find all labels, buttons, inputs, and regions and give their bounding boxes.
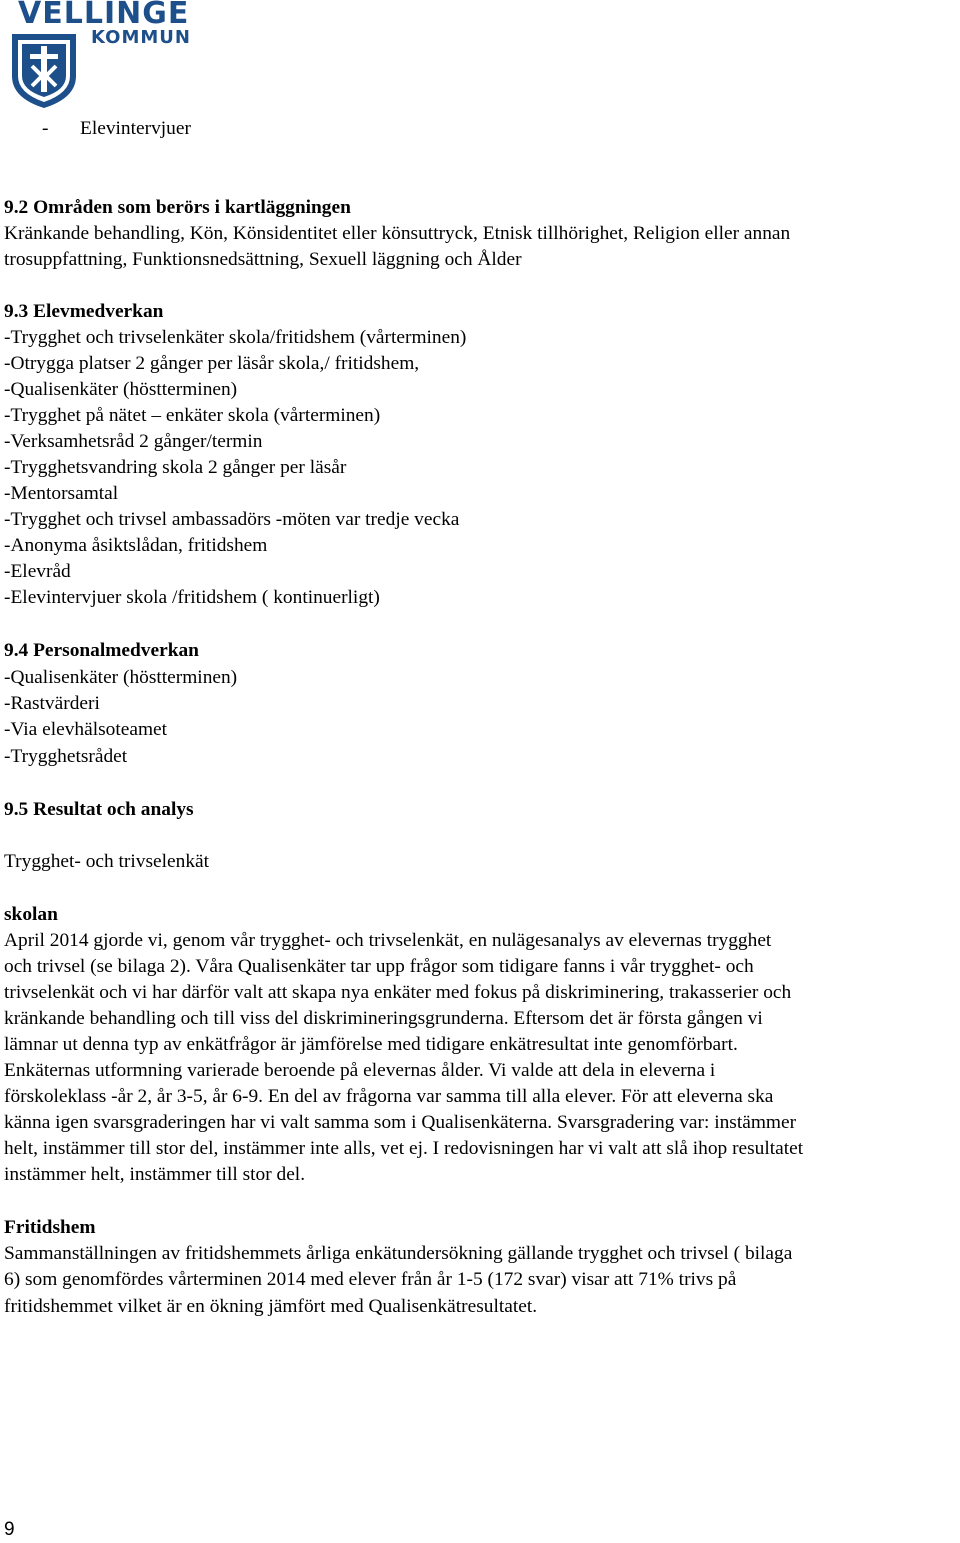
fritidshem-paragraph-line: fritidshemmet vilket är en ökning jämfört med Qualisenkätresultatet. bbox=[4, 1296, 538, 1317]
skolan-paragraph-line: instämmer helt, instämmer till stor del. bbox=[4, 1164, 306, 1185]
elevmedverkan-item: -Otrygga platser 2 gånger per läsår skola,/ fritidshem, bbox=[4, 353, 420, 374]
elevmedverkan-item: -Elevråd bbox=[4, 561, 71, 582]
skolan-heading: skolan bbox=[4, 904, 58, 925]
skolan-paragraph-line: och trivsel (se bilaga 2). Våra Qualisenkäter tar upp frågor som tidigare fanns i vår trygghet- och bbox=[4, 956, 754, 977]
fritidshem-paragraph-line: Sammanställningen av fritidshemmets årliga enkätundersökning gällande trygghet och trivsel ( bilaga bbox=[4, 1243, 793, 1264]
skolan-paragraph-line: lämnar ut denna typ av enkätfrågor är jämförelse med tidigare enkätresultat inte genomförbart. bbox=[4, 1034, 738, 1055]
section-9-4-heading: 9.4 Personalmedverkan bbox=[4, 640, 199, 661]
section-9-5-heading: 9.5 Resultat och analys bbox=[4, 799, 194, 820]
fritidshem-paragraph-line: 6) som genomfördes vårterminen 2014 med elever från år 1-5 (172 svar) visar att 71% trivs på bbox=[4, 1269, 737, 1290]
skolan-paragraph-line: April 2014 gjorde vi, genom vår trygghet- och trivselenkät, en nulägesanalys av elevernas trygghet bbox=[4, 930, 772, 951]
intro-bullet-text: Elevintervjuer bbox=[80, 118, 191, 139]
skolan-paragraph-line: förskoleklass -år 2, år 3-5, år 6-9. En del av frågorna var samma till alla elever. För att eleverna ska bbox=[4, 1086, 774, 1107]
elevmedverkan-item: -Mentorsamtal bbox=[4, 483, 119, 504]
elevmedverkan-item: -Trygghetsvandring skola 2 gånger per läsår bbox=[4, 457, 347, 478]
logo-wordmark-kommun: KOMMUN bbox=[91, 27, 191, 48]
skolan-paragraph-line: Enkäternas utformning varierade beroende på elevernas ålder. Vi valde att dela in eleverna i bbox=[4, 1060, 716, 1081]
elevmedverkan-item: -Trygghet på nätet – enkäter skola (vårterminen) bbox=[4, 405, 381, 426]
personalmedverkan-item: -Rastvärderi bbox=[4, 693, 100, 714]
elevmedverkan-item: -Qualisenkäter (höstterminen) bbox=[4, 379, 238, 400]
skolan-paragraph-line: helt, instämmer till stor del, instämmer inte alls, vet ej. I redovisningen har vi valt att slå ihop resultatet bbox=[4, 1138, 804, 1159]
section-9-2-line: Kränkande behandling, Kön, Könsidentitet eller könsuttryck, Etnisk tillhörighet, Religion eller annan bbox=[4, 223, 791, 244]
elevmedverkan-item: -Trygghet och trivselenkäter skola/fritidshem (vårterminen) bbox=[4, 327, 467, 348]
page-number: 9 bbox=[4, 1519, 15, 1540]
elevmedverkan-item: -Verksamhetsråd 2 gånger/termin bbox=[4, 431, 263, 452]
section-9-2-heading: 9.2 Områden som berörs i kartläggningen bbox=[4, 197, 351, 218]
intro-bullet-dash: - bbox=[42, 118, 49, 139]
section-9-5-subheading: Trygghet- och trivselenkät bbox=[4, 851, 210, 872]
coat-of-arms-icon bbox=[8, 32, 80, 110]
personalmedverkan-item: -Via elevhälsoteamet bbox=[4, 719, 168, 740]
skolan-paragraph-line: trivselenkät och vi har därför valt att skapa nya enkäter med fokus på diskriminering, trakasserier och bbox=[4, 982, 792, 1003]
section-9-2-line: trosuppfattning, Funktionsnedsättning, Sexuell läggning och Ålder bbox=[4, 249, 522, 270]
personalmedverkan-item: -Trygghetsrådet bbox=[4, 746, 128, 767]
elevmedverkan-item: -Anonyma åsiktslådan, fritidshem bbox=[4, 535, 268, 556]
section-9-3-heading: 9.3 Elevmedverkan bbox=[4, 301, 164, 322]
personalmedverkan-item: -Qualisenkäter (höstterminen) bbox=[4, 667, 238, 688]
elevmedverkan-item: -Trygghet och trivsel ambassadörs -möten var tredje vecka bbox=[4, 509, 460, 530]
logo-wordmark-vellinge: VELLINGE bbox=[18, 0, 190, 31]
elevmedverkan-item: -Elevintervjuer skola /fritidshem ( kontinuerligt) bbox=[4, 587, 380, 608]
skolan-paragraph-line: känna igen svarsgraderingen har vi valt samma som i Qualisenkäterna. Svarsgradering var: instämmer bbox=[4, 1112, 797, 1133]
vellinge-kommun-logo bbox=[8, 0, 194, 112]
skolan-paragraph-line: kränkande behandling och till viss del diskrimineringsgrunderna. Eftersom det är första gången vi bbox=[4, 1008, 763, 1029]
fritidshem-heading: Fritidshem bbox=[4, 1217, 96, 1238]
